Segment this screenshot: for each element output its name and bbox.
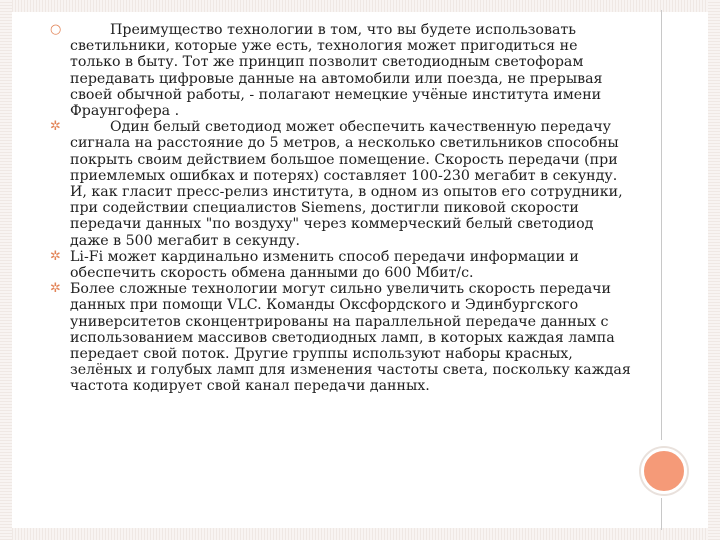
paragraph-3-text: Li-Fi может кардинально изменить способ передачи информации и обеспечить скорость обмена данными до 600 Мбит/с.: [70, 248, 579, 282]
decorative-border-right: [708, 0, 720, 540]
decorative-vertical-line: [661, 10, 662, 440]
paragraph-4: [50, 281, 632, 394]
decorative-circle: [641, 448, 687, 494]
paragraph-1-text: Преимущество технологии в том, что вы будете использовать светильники, которые уже есть, технология может пригодиться не только в быту. Тот же принцип позволит светодиодным светофорам передавать цифровые данные на автомобили или поезда, не прерывая своей обычной работы, - полагают немецкие учёные института имени Фраунгофера .: [70, 22, 603, 120]
slide-content: [50, 22, 632, 395]
circle-outline-icon: ○: [50, 22, 62, 37]
paragraph-4-text: Более сложные технологии могут сильно увеличить скорость передачи данных при помощи VLC. Команды Оксфордского и Эдинбургского университетов сконцентрированы на параллельной передаче данных с использованием массивов светодиодных ламп, в которых каждая лампа передает свой поток. Другие группы используют наборы красных, зелёных и голубых ламп для изменения частоты света, поскольку каждая частота кодирует свой канал передачи данных.: [70, 281, 631, 395]
paragraph-2: [50, 119, 632, 249]
paragraph-2-text: Один белый светодиод может обеспечить качественную передачу сигнала на расстояние до 5 метров, а несколько светильников способны покрыть своим действием большое помещение. Скорость передачи (при приемлемых ошибках и потерях) составляет 100-230 мегабит в секунду. И, как гласит пресс-релиз института, в одном из опытов его сотрудники, при содействии специалистов Siemens, достигли пиковой скорости передачи данных "по воздуху" через коммерческий белый светодиод даже в 500 мегабит в секунду.: [70, 119, 623, 249]
sun-bullet-icon: ✲: [50, 281, 61, 297]
decorative-border-left: [0, 0, 12, 540]
decorative-border-top: [0, 0, 720, 12]
decorative-border-bottom: [0, 528, 720, 540]
sun-bullet-icon: ✲: [50, 248, 61, 264]
sun-bullet-icon: ✲: [50, 119, 61, 135]
decorative-vertical-line-bottom: [661, 498, 662, 530]
paragraph-3: [50, 249, 632, 281]
paragraph-1: [50, 22, 632, 119]
